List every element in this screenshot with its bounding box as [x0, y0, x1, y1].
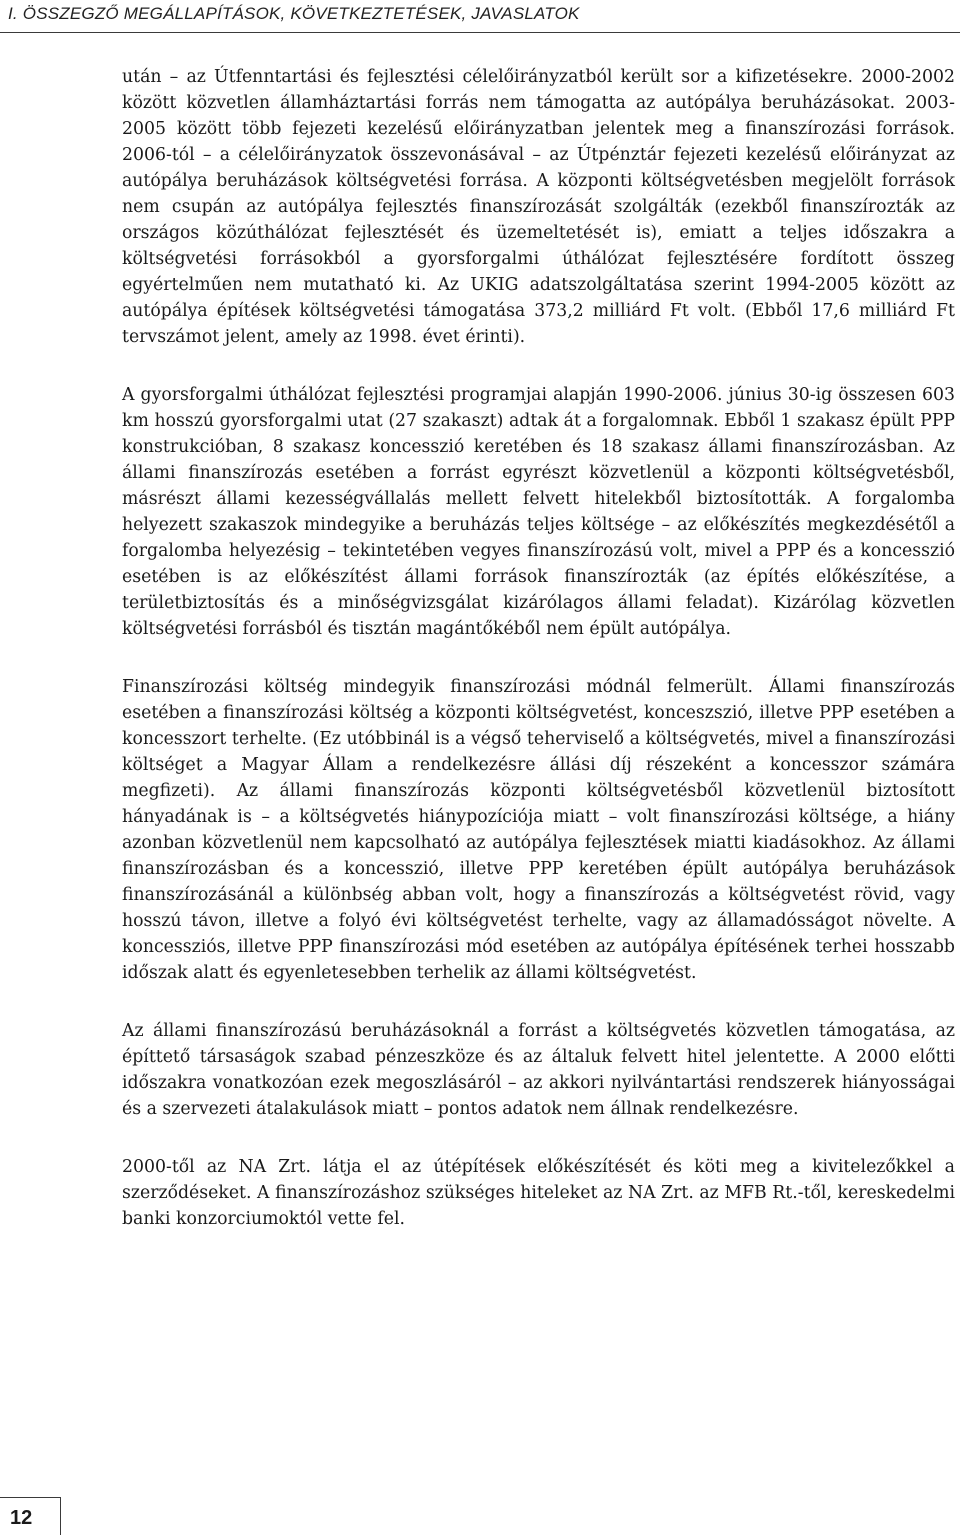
document-body: [122, 64, 955, 1232]
paragraph-state-financing: Az állami finanszírozású beruházásoknál a forrást a költségvetés közvetlen támogatása, az építtető társaságok szabad pénzeszköze és az általuk felvett hitel jelentette. A 2000 előtti időszakra vonatkozóan ezek megoszlásáról – az akkori nyilvántartási rendszerek hiányosságai és a szervezeti átalakulások miatt – pontos adatok nem állnak rendelkezésre.: [122, 1021, 955, 1119]
page-footer: [0, 1497, 960, 1534]
paragraph-network-development: A gyorsforgalmi úthálózat fejlesztési programjai alapján 1990-2006. június 30-ig összesen 603 km hosszú gyorsforgalmi utat (27 szakaszt) adtak át a forgalomnak. Ebből 1 szakasz épült PPP konstrukcióban, 8 szakasz koncesszió keretében és 18 szakasz állami finanszírozásban. Az állami finanszírozás esetében a forrást egyrészt közvetlenül a központi költségvetésből, másrészt állami kezességvállalás mellett felvett hitelekből biztosították. A forgalomba helyezett szakaszok mindegyike a beruházás teljes költsége – az előkészítés megkezdésétől a forgalomba helyezésig – tekintetében vegyes finanszírozású volt, mivel a PPP és a koncesszió esetében is az előkészítést állami források finanszírozták (az építés előkészítése, a területbiztosítás és a minőségvizsgálat kizárólagos állami feladat). Kizárólag közvetlen költségvetési forrásból és tisztán magántőkéből nem épült autópálya.: [122, 385, 955, 639]
paragraph-financing-costs: Finanszírozási költség mindegyik finanszírozási módnál felmerült. Állami finanszírozás esetében a finanszírozási költség a központi költségvetést, konceszszió, illetve PPP esetében a koncesszort terhelte. (Ez utóbbinál is a végső teherviselő a költségvetés, mivel a finanszírozási költséget a Magyar Állam a rendelkezésre állási díj részeként a koncesszor számára megfizeti). Az állami finanszírozás központi költségvetésből közvetlenül biztosított hányadának is – a költségvetés hiánypozíciója miatt – volt finanszírozási költsége, a hiány azonban közvetlenül nem kapcsolható az autópálya fejlesztések miatti kiadásokhoz. Az állami finanszírozásban és a koncesszió, illetve PPP keretében épült autópálya beruházások finanszírozásánál a különbség abban volt, hogy a finanszírozás a költségvetést rövid, vagy hosszú távon, illetve a folyó évi költségvetést terhelte, vagy az államadósságot növelte. A koncessziós, illetve PPP finanszírozási mód esetében az autópálya építésének terhei hosszabb időszak alatt és egyenletesebben terhelik az állami költségvetést.: [122, 677, 955, 983]
chapter-title: I. ÖSSZEGZŐ MEGÁLLAPÍTÁSOK, KÖVETKEZTETÉSEK, JAVASLATOK: [8, 4, 580, 23]
page-number: 12: [10, 1507, 33, 1529]
paragraph-funding-sources: után – az Útfenntartási és fejlesztési célelőirányzatból került sor a kifizetésekre. 2000-2002 között közvetlen államháztartási forrás nem támogatta az autópálya beruházásokat. 2003-2005 között több fejezeti kezelésű előirányzatban jelentek meg a finanszírozási források. 2006-tól – a célelőirányzatok összevonásával – az Útpénztár fejezeti kezelésű előirányzat az autópálya beruházások költségvetési forrása. A központi költségvetésben megjelölt források nem csupán az autópálya fejlesztés finanszírozását szolgálták (ezekből finanszírozták az országos közúthálózat fejlesztését és üzemeltetését is), emiatt a teljes időszakra a költségvetési forrásokból a gyorsforgalmi úthálózat fejlesztésére fordított összeg egyértelműen nem mutatható ki. Az UKIG adatszolgáltatása szerint 1994-2005 között az autópálya építések költségvetési támogatása 373,2 milliárd Ft volt. (Ebből 17,6 milliárd Ft tervszámot jelent, amely az 1998. évet érinti).: [122, 67, 955, 347]
page-number-box: [0, 1497, 61, 1535]
running-header: [0, 0, 960, 33]
paragraph-na-zrt: 2000-től az NA Zrt. látja el az útépítések előkészítését és köti meg a kivitelezőkkel a szerződéseket. A finanszírozáshoz szükséges hiteleket az NA Zrt. az MFB Rt.-től, kereskedelmi banki konzorciumoktól vette fel.: [122, 1157, 955, 1229]
